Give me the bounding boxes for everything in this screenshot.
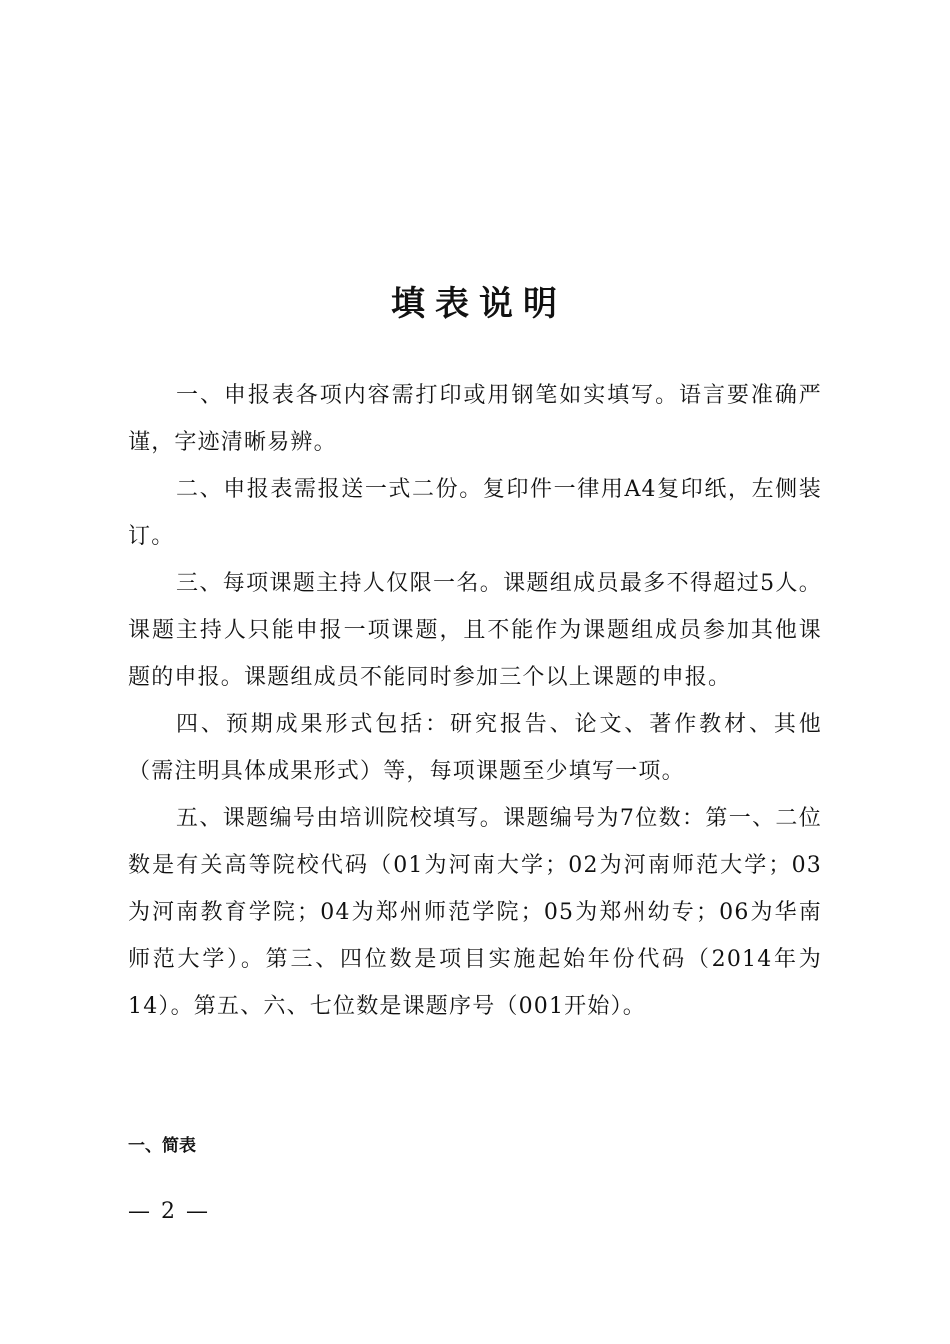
instructions-body: [128, 372, 822, 1030]
instruction-paragraph-2: 二、申报表需报送一式二份。复印件一律用A4复印纸，左侧装订。: [128, 477, 822, 549]
instruction-paragraph-3: 三、每项课题主持人仅限一名。课题组成员最多不得超过5人。课题主持人只能申报一项课题，且不能作为课题组成员参加其他课题的申报。课题组成员不能同时参加三个以上课题的申报。: [128, 571, 822, 690]
instruction-paragraph-1: 一、申报表各项内容需打印或用钢笔如实填写。语言要准确严谨，字迹清晰易辨。: [128, 383, 822, 455]
page-number: — 2 —: [128, 1199, 210, 1224]
instruction-paragraph-4: 四、预期成果形式包括：研究报告、论文、著作教材、其他（需注明具体成果形式）等，每项课题至少填写一项。: [128, 712, 822, 784]
section-heading: 一、简表: [128, 1136, 196, 1156]
page-title: 填表说明: [391, 284, 567, 324]
instruction-paragraph-5: 五、课题编号由培训院校填写。课题编号为7位数：第一、二位数是有关高等院校代码（01为河南大学；02为河南师范大学；03为河南教育学院；04为郑州师范学院；05为郑州幼专；06为华南师范大学）。第三、四位数是项目实施起始年份代码（2014年为14）。第五、六、七位数是课题序号（001开始）。: [128, 806, 822, 1019]
